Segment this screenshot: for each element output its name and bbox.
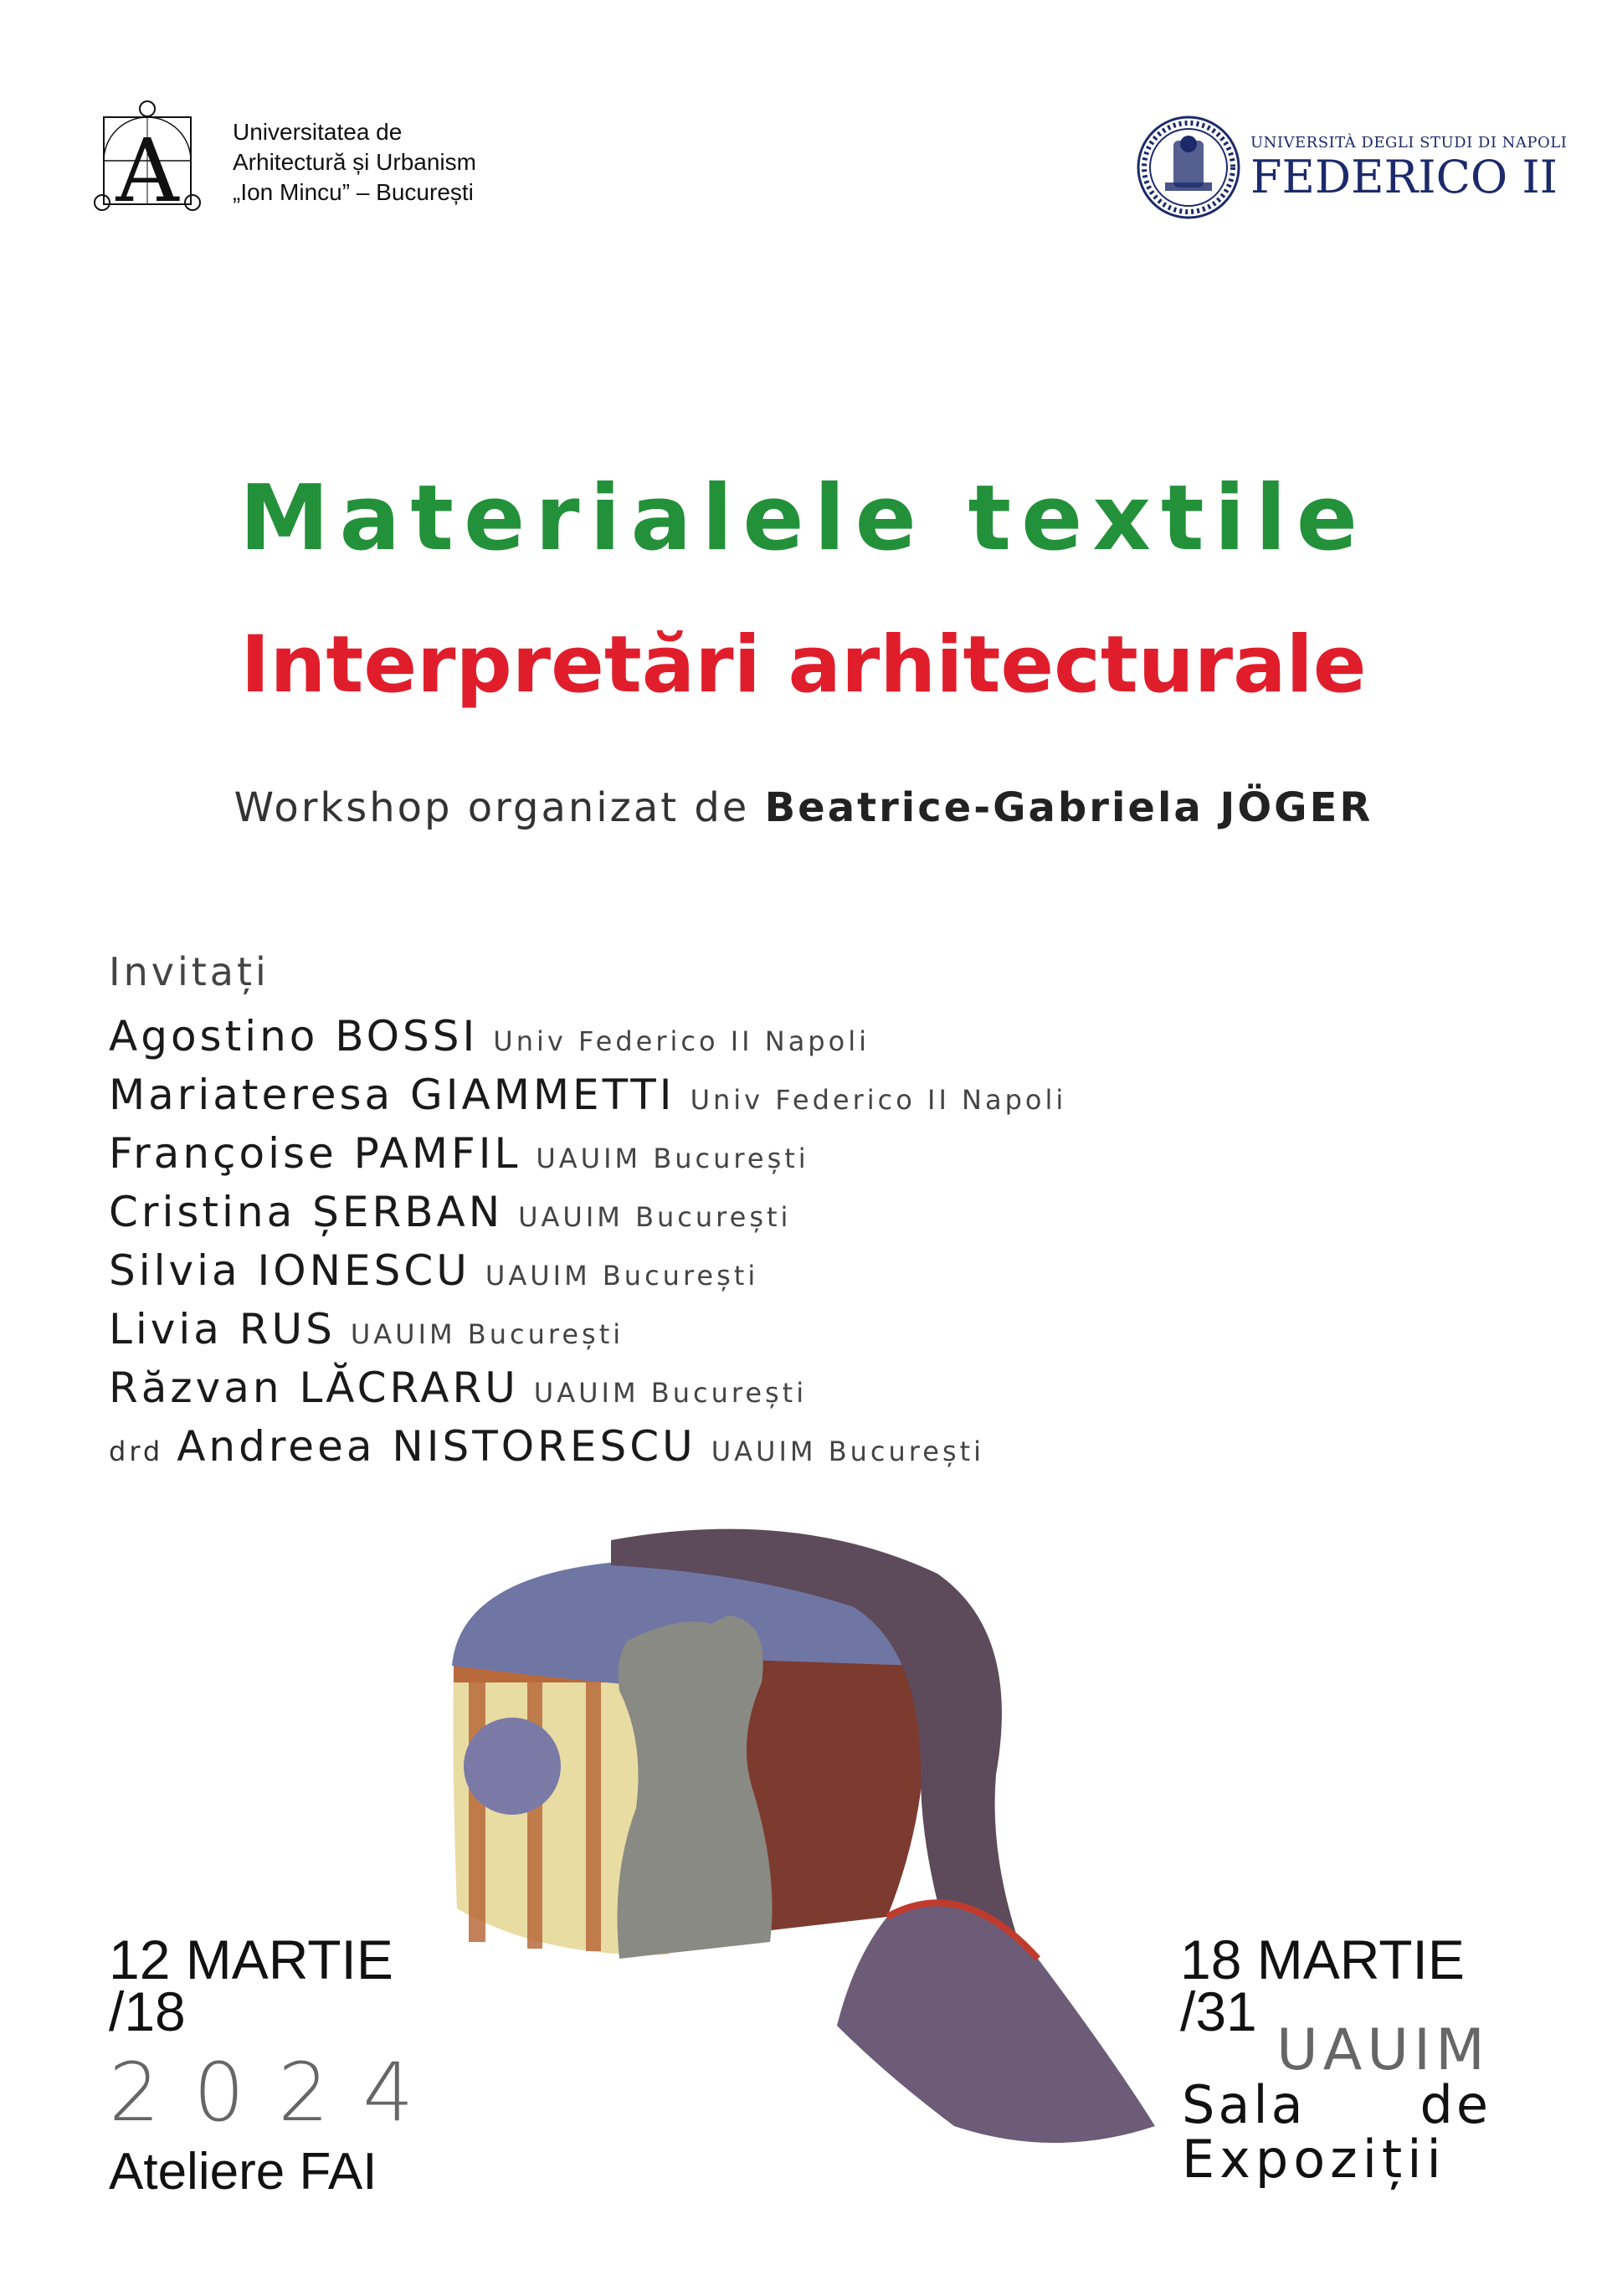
guest-item <box>109 1417 1066 1476</box>
guest-affiliation: UAUIM București <box>485 1260 759 1292</box>
guest-item <box>109 1007 1066 1066</box>
start-date-block <box>109 1929 393 2042</box>
uauim-logo-letter: A <box>116 120 179 216</box>
guest-item <box>109 1066 1066 1124</box>
right-location-line-1: Sala de <box>1182 2074 1491 2135</box>
right-location-line-2: Expoziții <box>1182 2129 1446 2190</box>
guest-affiliation: UAUIM București <box>518 1201 792 1233</box>
guest-affiliation: Univ Federico II Napoli <box>690 1084 1067 1116</box>
start-date-end: /18 <box>109 1980 186 2042</box>
guest-name: Răzvan LĂCRARU <box>109 1364 519 1412</box>
guest-prefix: drd <box>109 1436 164 1467</box>
uauim-name <box>233 117 476 208</box>
guest-list <box>109 1007 1066 1476</box>
federico-university-label: UNIVERSITÀ DEGLI STUDI DI NAPOLI <box>1250 134 1568 152</box>
end-date-day: 18 MARTIE <box>1180 1929 1465 1990</box>
guest-name: Livia RUS <box>109 1305 336 1353</box>
federico-seal-icon <box>1137 116 1240 219</box>
guest-affiliation: UAUIM București <box>350 1318 624 1350</box>
workshop-organizer: Beatrice-Gabriela JÖGER <box>764 784 1373 831</box>
guests-heading: Invitați <box>109 949 270 994</box>
workshop-prefix: Workshop organizat de <box>234 784 750 831</box>
title-line-1: Materialele textile <box>239 466 1368 571</box>
start-date-day: 12 MARTIE <box>109 1929 393 1990</box>
guest-name: Cristina ȘERBAN <box>109 1188 504 1236</box>
uauim-name-line: Arhitectură și Urbanism <box>233 149 476 175</box>
guest-item <box>109 1124 1066 1183</box>
workshop-line <box>0 783 1607 833</box>
uauim-logo <box>94 99 206 216</box>
guest-name: Mariateresa GIAMMETTI <box>109 1071 675 1119</box>
guest-affiliation: UAUIM București <box>533 1377 808 1409</box>
guest-item <box>109 1359 1066 1417</box>
uauim-name-line: „Ion Mincu” – București <box>233 179 474 205</box>
right-organization: UAUIM <box>1276 2017 1490 2083</box>
guest-affiliation: UAUIM București <box>536 1143 809 1174</box>
textile-photo <box>418 1523 1255 2193</box>
guest-item <box>109 1241 1066 1300</box>
guest-item <box>109 1183 1066 1241</box>
guest-name: Silvia IONESCU <box>109 1246 470 1295</box>
uauim-name-line: Universitatea de <box>233 119 403 145</box>
left-location: Ateliere FAI <box>109 2143 377 2201</box>
title-line-2: Interpretări arhitecturale <box>240 619 1367 711</box>
guest-affiliation: UAUIM București <box>711 1436 985 1467</box>
end-date-end: /31 <box>1180 1980 1257 2042</box>
guest-name: Agostino BOSSI <box>109 1012 479 1061</box>
guest-name: Françoise PAMFIL <box>109 1129 521 1178</box>
guest-item <box>109 1300 1066 1359</box>
federico-name: FEDERICO II <box>1250 151 1558 203</box>
year: 2024 <box>109 2046 448 2139</box>
guest-name: Andreea NISTORESCU <box>177 1422 696 1471</box>
guest-affiliation: Univ Federico II Napoli <box>493 1025 870 1057</box>
